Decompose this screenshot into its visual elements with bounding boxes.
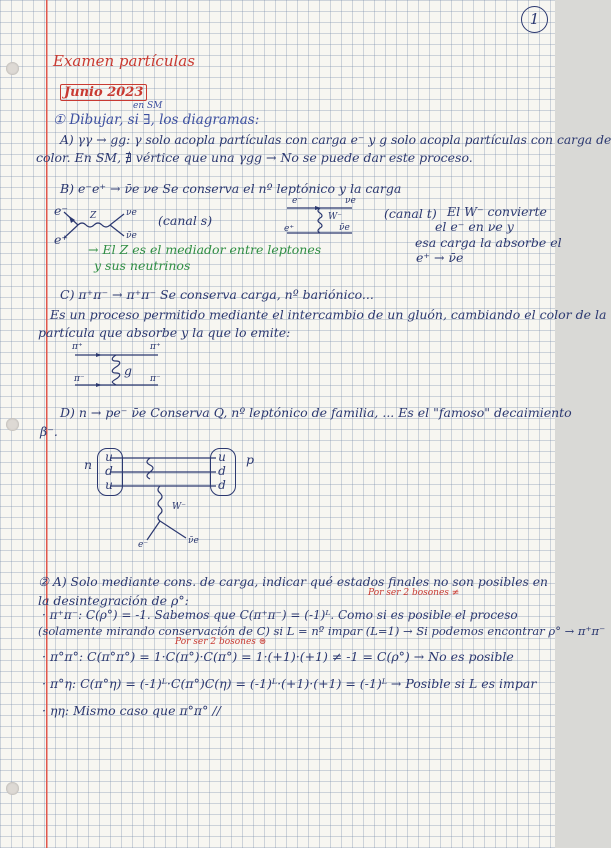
quark-u: u (105, 450, 113, 464)
b-note2: y sus neutrinos (94, 258, 191, 273)
b-e-plus-left: e⁺ (54, 232, 68, 247)
q2-line3: · π⁺π⁻: C(ρ°) = -1. Sabemos que C(π⁺π⁻) = (-1)ᴸ. Como si es posible el proceso (42, 608, 518, 622)
quark-u: u (218, 450, 226, 464)
b-nu-right: νe (345, 196, 356, 206)
q1-a-line1: A) γγ → gg: γ solo acopla partículas con carga e⁻ y g solo acopla partículas con carga de (60, 133, 611, 147)
q1-d-line2: β⁻. (40, 424, 58, 439)
b-note1: → El Z es el mediador entre leptones (88, 242, 322, 257)
q2-line4: (solamente mirando conservación de C) si L = nº impar (L=1) → Si podemos encontrar ρ° → π⁺π⁻ (38, 624, 606, 638)
b-e-minus-right: e⁻ (292, 196, 303, 206)
q1-header: ① Dibujar, si ∃, los diagramas: (53, 112, 260, 128)
d-p-label: p (246, 452, 255, 467)
quark-d: d (218, 478, 226, 492)
b-e-minus-left: e⁻ (54, 203, 68, 218)
b-w-label: W⁻ (328, 212, 343, 222)
q2-note-bosons2: Por ser 2 bosones ⊜ (175, 637, 267, 647)
q2-line6: · π°η: C(π°η) = (-1)ᴸ·C(π°)C(η) = (-1)ᴸ·(+1)·(+1) = (-1)ᴸ → Posible si L es impar (42, 676, 537, 691)
b-right-note3: esa carga la absorbe el (415, 235, 562, 250)
c-pi-minus-right: π⁻ (150, 374, 161, 384)
b-z-label: Z (90, 211, 97, 221)
c-g-label: g (124, 363, 133, 378)
q1-d-line: D) n → pe⁻ ν̄e Conserva Q, nº leptónico de familia, ... Es el "famoso" decaimiento (60, 405, 572, 420)
q2-line2: la desintegración de ρ°: (38, 593, 189, 608)
quark-d: d (105, 464, 113, 478)
section-heading: Junio 2023 (60, 84, 147, 101)
quark-d: u (105, 478, 113, 492)
q2-line1: ② A) Solo mediante cons. de carga, indicar qué estados finales no son posibles en (38, 575, 548, 589)
d-e-label: e⁻ (138, 540, 149, 550)
b-nubar-bottom: ν̄e (126, 231, 137, 241)
c-pi-plus-left: π⁺ (72, 342, 83, 352)
d-n-label: n (84, 457, 93, 472)
q2-line7: · ηη: Mismo caso que π°π° // (42, 703, 221, 718)
q1-header-note: en SM (133, 101, 163, 111)
q2-line5: · π°π°: C(π°π°) = 1·C(π°)·C(π°) = 1·(+1)·(+1) ≠ -1 = C(ρ°) → No es posible (42, 649, 514, 664)
b-right-note2: el e⁻ en νe y (435, 219, 514, 234)
d-w-label: W⁻ (172, 502, 187, 512)
q1-c-line: C) π⁺π⁻ → π⁺π⁻ Se conserva carga, nº bariónico... (60, 287, 374, 302)
b-e-plus-right: e⁺ (284, 224, 295, 234)
q1-c-note2: partícula que absorbe y la que lo emite: (38, 325, 291, 340)
q2-note-bosons: Por ser 2 bosones ≠ (368, 588, 460, 598)
c-pi-plus-right: π⁺ (150, 342, 161, 352)
c-pi-minus-left: π⁻ (74, 374, 85, 384)
b-right-label: (canal t) (384, 206, 437, 221)
b-left-label: (canal s) (158, 213, 213, 228)
q1-b-line: B) e⁻e⁺ → ν̄e νe Se conserva el nº leptónico y la carga (60, 181, 402, 196)
b-nubar-right: ν̄e (339, 223, 350, 233)
b-right-note4: e⁺ → ν̄e (416, 250, 464, 265)
page-title: Examen partículas (53, 52, 195, 70)
page-number: 1 (521, 6, 548, 33)
b-nu-top: νe (126, 208, 137, 218)
q1-c-note1: Es un proceso permitido mediante el intercambio de un gluón, cambiando el color de la (50, 307, 607, 322)
q1-a-line2: color. En SM, ∄ vértice que una γgg → No se puede dar este proceso. (36, 150, 473, 165)
quark-d: d (218, 464, 226, 478)
b-right-note1: El W⁻ convierte (447, 204, 547, 219)
d-nubar-label: ν̄e (188, 536, 199, 546)
